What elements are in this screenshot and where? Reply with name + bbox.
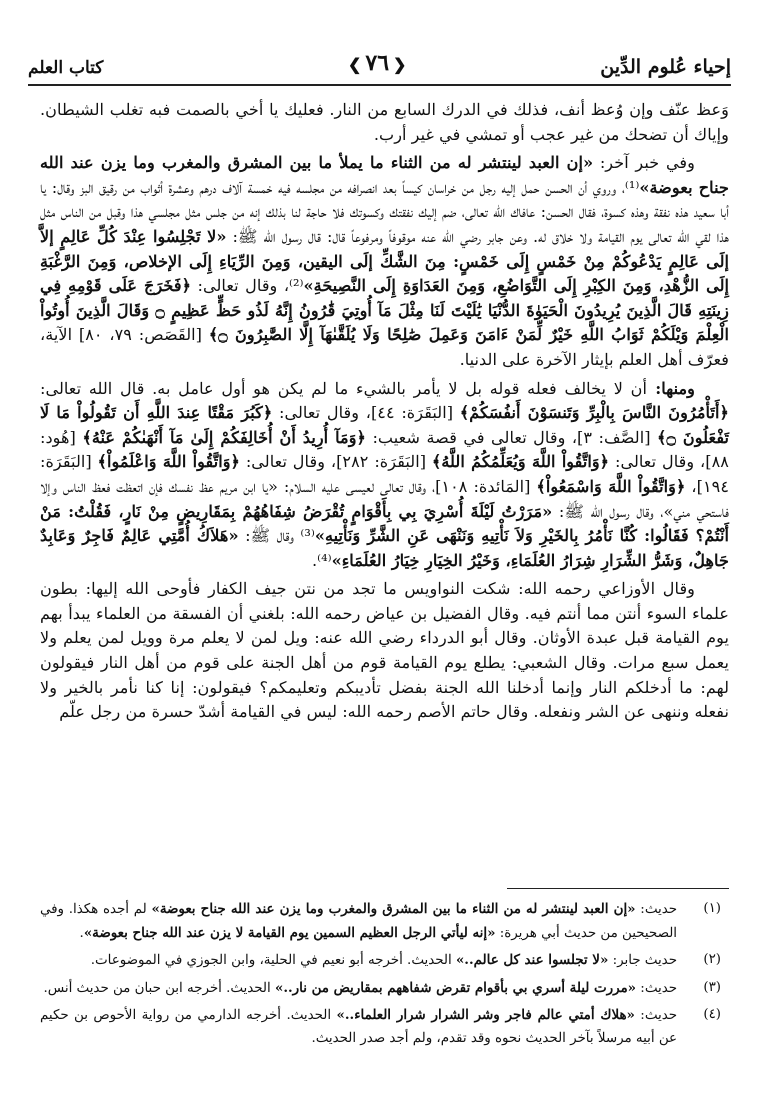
quran-verse: ﴿فَخَرَجَ عَلَى قَوْمِهِ فِي زِينَتِهِ قَالَ الَّذِينَ يُرِيدُونَ الْحَيَوٰةَ الدُّنْيَا يَٰلَيْتَ لَنَا مِثْلَ مَآ أُوتِيَ قَٰرُونُ إِنَّهُ لَذُو حَظٍّ عَظِيمٍ ۝ وَقَالَ الَّذِينَ أُوتُواْ الْعِلْمَ وَيْلَكُمْ ثَوَابُ اللَّهِ خَيْرٌ لِّمَنْ ءَامَنَ وَعَمِلَ صَٰلِحًا وَلَا يُلَقَّىٰهَآ إِلَّا الصَّٰبِرُونَ ۝﴾ <box>40 276 729 345</box>
footnote-number: (١) <box>703 901 721 916</box>
hadith-quote: «إن العبد لينتشر له من الثناء ما يملأ ما بين المشرق والمغرب وما يزن عند الله جناح بعوضة» <box>40 153 729 197</box>
page-header <box>28 44 731 86</box>
text: حديث: <box>636 980 677 996</box>
chapter-title: كتاب العلم <box>28 58 104 78</box>
footnotes <box>40 898 729 1054</box>
hadith-quote: «لا تجلسوا عند كل عالم..» <box>455 952 609 968</box>
text: [القَصَص: ٧٩، ٨٠] الآية، فعرّف أهل العلم بإيثار الآخرة على الدنيا. <box>40 325 729 369</box>
section-lead: ومنها: <box>647 378 695 398</box>
paragraph: وقال الأوزاعي رحمه الله: شكت النواويس ما تجد من نتن جيف الكفار فأوحى الله إليها: بطون علماء السوء أنتن مما أنتم فيه. وقال الفضيل بن عياض رحمه الله: بلغني أن الفسقة من العلماء يبدأ بهم يوم القيامة قبل عبدة الأوثان. وقال أبو الدرداء رضي الله عنه: ويل لمن لا يعلم مرة وويل لمن يعلم ولا يعمل سبع مرات. وقال الشعبي: يطلع يوم القيامة قوم من أهل الجنة على قوم من أهل النار فيقولون لهم: ما أدخلكم النار وإنما أدخلنا الله الجنة بفضل تأديبكم وتعليمكم؟ فيقولون: إنا كنا نأمر بالخير ولا نفعله وننهى عن الشر ونفعله. وقال حاتم الأصم رحمه الله: ليس في القيامة أشدّ حسرة من رجل علّم <box>40 579 729 722</box>
quran-verse: ﴿وَاتَّقُواْ اللَّهَ وَاعْلَمُواْ﴾ <box>97 452 241 472</box>
quran-verse: ﴿وَاتَّقُواْ اللَّهَ وَيُعَلِّمُكُمُ اللَّهُ﴾ <box>431 452 610 472</box>
text: [البَقَرَة: ٢٨٢]، وقال تعالى: <box>240 452 432 472</box>
footnote-number: (٤) <box>703 1007 721 1022</box>
text: الحديث. أخرجه أبو نعيم في الحلية، وابن الجوزي في الموضوعات. <box>90 953 456 968</box>
footnote-divider <box>507 888 729 889</box>
footnote-item <box>40 1004 729 1050</box>
hadith-quote: «هلاك أمتي عالم فاجر وشر الشرار شرار العلماء..» <box>336 1007 635 1023</box>
hadith-quote: «مررت ليلة أسري بي بأقوام تقرض شفاههم بمقاريض من نار..» <box>274 979 637 996</box>
text: الحديث. أخرجه الدارمي من رواية الأحوص بن حكيم عن أبيه مرسلاً بآخر الحديث نحوه وقد تقدم، ولم أجد صدر الحديث. <box>40 1008 677 1046</box>
quran-verse: ﴿وَمَآ أُرِيدُ أَنْ أُخَالِفَكُمْ إِلَىٰ مَآ أَنْهَىٰكُمْ عَنْهُ﴾ <box>82 427 366 447</box>
quran-verse: ﴿وَاتَّقُواْ اللَّهَ وَاسْمَعُواْ﴾ <box>536 476 686 496</box>
paragraph <box>40 151 729 372</box>
paragraph: وَعظ عنّف وإن وُعظ أنف، فذلك في الدرك السابع من النار. فعليك يا أخي بالصمت فبه تغلب الشيطان. وإياك أن تضحك من غير عجب أو تمشي في غير أرب. <box>40 100 729 144</box>
text: [الصَّف: ٣]، وقال تعالى في قصة شعيب: <box>366 427 657 447</box>
footnote-number: (٢) <box>703 952 721 967</box>
text: [المَائدة: ١٠٨]، وقال تعالى لعيسى عليه السلام: «يا ابن مريم عظ نفسك فإن اتعظت فعظ الناس وإلا فاستحي مني»، وقال رسول الله ﷺ: <box>40 476 729 521</box>
text: ⁽²⁾، وقال تعالى: <box>191 276 304 296</box>
hadith-quote: «إن العبد لينتشر له من الثناء ما بين المشرق والمغرب وما يزن عند الله جناح بعوضة» <box>151 901 636 917</box>
text: [هُود: ٨٨]، وقال تعالى: <box>40 427 729 472</box>
main-text <box>40 98 729 729</box>
text: حديث جابر: <box>608 953 677 968</box>
hadith-quote: «هَلاَكُ أُمَّتِي عَالِمٌ فَاجِرٌ وَعَابِدٌ جَاهِلٌ، وَشَرُّ الشِّرَارِ شِرَارُ العُلَمَاءِ، وَخَيْرُ الخِيَارِ خِيَارُ العُلَمَاءِ» <box>40 526 729 570</box>
quran-verse: ﴿أَتَأْمُرُونَ النَّاسَ بِالْبِرِّ وَتَنسَوْنَ أَنفُسَكُمْ﴾ <box>459 403 729 423</box>
hadith-quote: «لا تَجْلِسُوا عِنْدَ كُلِّ عَالِمٍ إلاَّ إلَى عَالِمٍ يَدْعُوكُمْ مِنْ خَمْسٍ إِلَى خَمْسٍ: مِنَ الشَّكِّ إلَى اليقين، وَمِنَ الرِّيَاءِ إِلَى الإخلاص، وَمِنَ الرَّغْبَةِ إِلَى الزُّهْدِ، وَمِنَ الكِبْرِ إِلَى التَّوَاضُعِ، وَمِنَ العَدَاوَةِ إِلَى النَّصِيحَةِ» <box>40 226 730 296</box>
book-title: إحياء عُلوم الدِّين <box>600 56 731 78</box>
text: ⁽¹⁾، وروي أن الحسن حمل إليه رجل من خراسان كيساً بعد انصرافه من مجلسه فيه خمسة آلاف درهم وعشرة أثواب من رقيق البز وقال: يا أبا سعيد هذه نفقة وهذه كسوة، فقال الحسن: عافاك الله تعالى، ضم إليك نفقتك وكسوتك فلا حاجة لنا بذلك إنه من جلس مثل مجلسي هذا وقبل من الناس مثل هذا لقي الله تعالى يوم القيامة ولا خلاق له. وعن جابر رضي الله عنه موقوفاً ومرفوعاً قال: قال رسول الله ﷺ: <box>40 177 729 246</box>
text: [البَقَرَة: ١٩٤]، <box>40 452 730 496</box>
paragraph <box>40 377 729 574</box>
footnote-item <box>40 949 729 973</box>
text: ⁽⁴⁾. <box>311 550 332 570</box>
footnote-number: (٣) <box>703 979 721 995</box>
text: لم أجده هكذا. وفي الصحيحين من حديث أبي هريرة: <box>40 902 677 941</box>
page-number: ❮ ٧٦ ❯ <box>348 50 406 76</box>
text: حديث: <box>635 902 677 917</box>
text: حديث: <box>634 1008 678 1023</box>
text: الحديث. أخرجه ابن حبان من حديث أنس. <box>43 980 275 996</box>
footnote-item <box>40 898 729 945</box>
quran-verse: ﴿كَبُرَ مَقْتًا عِندَ اللَّهِ أَن تَقُولُواْ مَا لَا تَفْعَلُونَ ۝﴾ <box>40 403 730 447</box>
text: أن لا يخالف فعله قوله بل لا يأمر بالشيء ما لم يكن هو أول عامل به. قال الله تعالى: <box>40 378 648 398</box>
text: ⁽³⁾ وقال ﷺ: <box>238 526 315 546</box>
text: وفي خبر آخر: <box>593 153 695 173</box>
footnote-item <box>40 977 729 1001</box>
hadith-quote: «إنه ليأتي الرجل العظيم السمين يوم القيامة لا يزن عند الله جناح بعوضة» <box>83 924 496 941</box>
text: . <box>79 925 84 941</box>
text: [البَقَرَة: ٤٤]، وقال تعالى: <box>272 403 460 423</box>
hadith-quote: «مَرَرْتُ لَيْلَةَ أُسْرِيَ بِي بِأَقْوَامٍ تُقْرَضُ شِفَاهُهُمْ بِمَقَارِيضٍ مِنْ نَارٍ، فَقُلْتُ: مَنْ أَنْتُمْ؟ فَقَالُوا: كُنَّا نَأْمُرُ بِالخَيْرِ وَلاَ نَأْتِيهِ وَنَنْهَى عَنِ الشَّرِّ وَنَأْتِيهِ» <box>40 501 729 546</box>
